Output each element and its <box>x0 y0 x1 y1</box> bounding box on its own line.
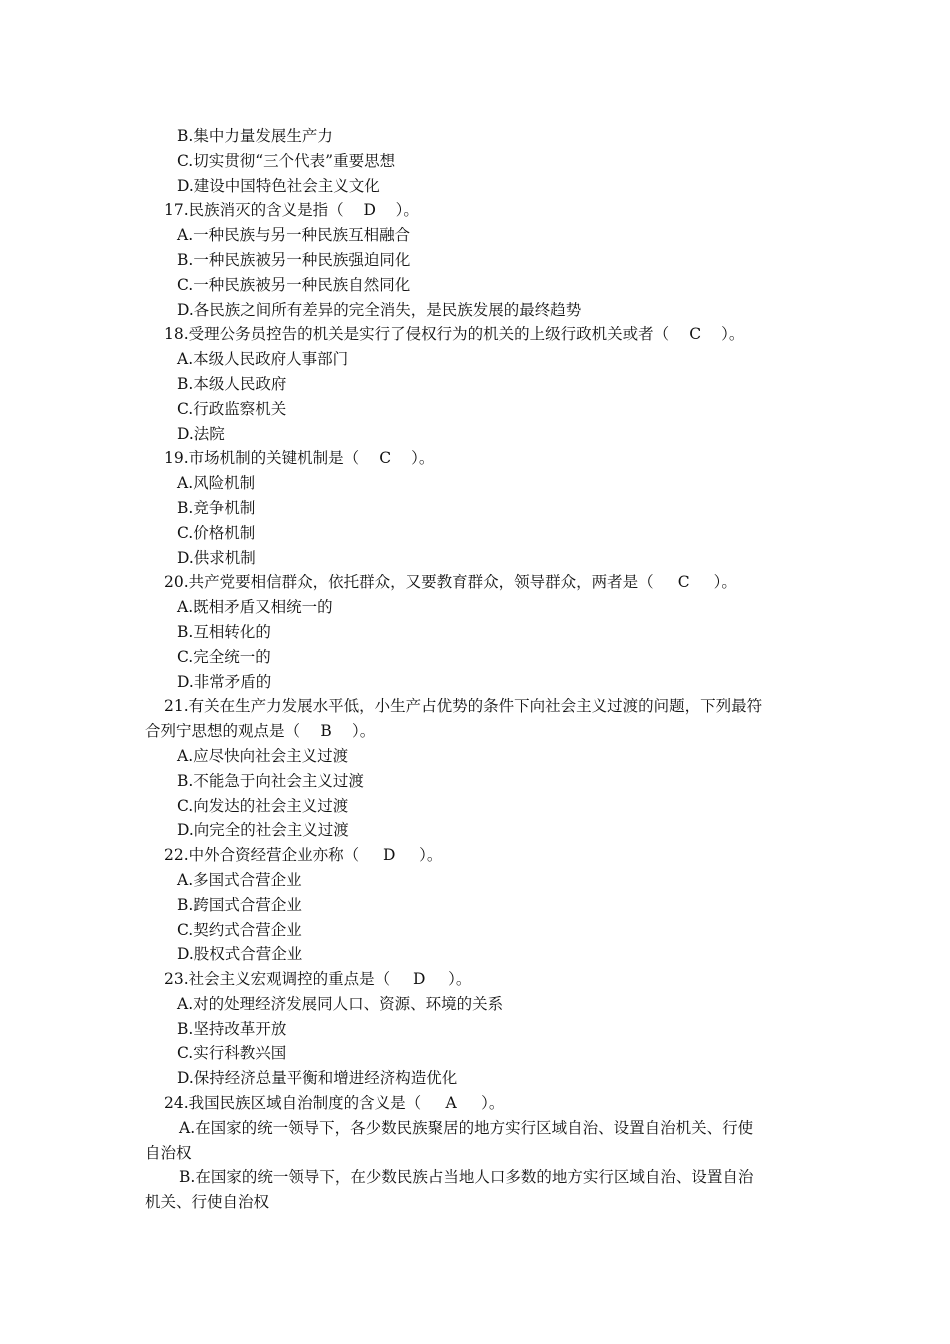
question-list <box>145 124 810 1215</box>
option-line: D.非常矛盾的 <box>177 672 272 691</box>
stem-close: ）。 <box>395 201 419 220</box>
option-line: C.向发达的社会主义过渡 <box>177 796 349 815</box>
option-line: C.一种民族被另一种民族自然同化 <box>177 275 411 294</box>
option-line: A.风险机制 <box>177 474 256 493</box>
stem-close: ）。 <box>721 325 745 344</box>
stem-text: 24.我国民族区域自治制度的含义是（ <box>164 1094 422 1113</box>
option-line: D.供求机制 <box>177 548 256 567</box>
option-line: B.本级人民政府 <box>177 374 287 393</box>
option-line: B.互相转化的 <box>177 622 271 641</box>
option-line: A.本级人民政府人事部门 <box>177 350 349 369</box>
option-line: B.竞争机制 <box>177 498 256 517</box>
option-line: B.一种民族被另一种民族强迫同化 <box>177 250 411 269</box>
option-line: B.不能急于向社会主义过渡 <box>177 771 364 790</box>
option-line: B.坚持改革开放 <box>177 1019 287 1038</box>
answer-letter: B <box>320 722 332 741</box>
stem-text: 19.市场机制的关键机制是（ <box>164 449 360 468</box>
option-line: C.行政监察机关 <box>177 399 287 418</box>
question-stem <box>145 198 810 223</box>
question-stem <box>145 322 810 347</box>
question-stem <box>145 570 810 595</box>
option-line: D.向完全的社会主义过渡 <box>177 821 349 840</box>
question-stem <box>145 843 810 868</box>
option-line: B.跨国式合营企业 <box>177 895 302 914</box>
question-stem <box>145 446 810 471</box>
answer-letter: D <box>363 201 376 220</box>
stem-text: 18.受理公务员控告的机关是实行了侵权行为的机关的上级行政机关或者（ <box>164 325 670 344</box>
answer-letter: C <box>677 573 690 592</box>
option-line: D.股权式合营企业 <box>177 945 303 964</box>
option-line: D.保持经济总量平衡和增进经济构造优化 <box>177 1069 458 1088</box>
stem-close: ）。 <box>448 970 472 989</box>
stem-text: 17.民族消灭的含义是指（ <box>164 201 344 220</box>
option-line: A.既相矛盾又相统一的 <box>177 598 333 617</box>
stem-text: 22.中外合资经营企业亦称（ <box>164 846 360 865</box>
option-line: B.在国家的统一领导下，在少数民族占当地人口多数的地方实行区域自治、设置自治 <box>179 1168 754 1187</box>
option-line: C.实行科教兴国 <box>177 1044 287 1063</box>
option-line: A.一种民族与另一种民族互相融合 <box>177 226 411 245</box>
question-stem <box>145 1091 810 1116</box>
option-line: A.对的处理经济发展同人口、资源、环境的关系 <box>177 994 504 1013</box>
option-line: A.在国家的统一领导下，各少数民族聚居的地方实行区域自治、设置自治机关、行使 <box>179 1118 754 1137</box>
option-line: D.各民族之间所有差异的完全消失，是民族发展的最终趋势 <box>177 300 582 319</box>
stem-text: 23.社会主义宏观调控的重点是（ <box>164 970 391 989</box>
answer-letter: A <box>445 1094 457 1113</box>
question-stem <box>145 967 810 992</box>
stem-close: ）。 <box>481 1094 505 1113</box>
option-line: C.切实贯彻“三个代表”重要思想 <box>177 151 396 170</box>
answer-letter: C <box>689 325 702 344</box>
option-line: C.完全统一的 <box>177 647 271 666</box>
option-line: D.建设中国特色社会主义文化 <box>177 176 380 195</box>
option-line: B.集中力量发展生产力 <box>177 127 333 145</box>
answer-letter: D <box>382 846 396 865</box>
option-line-continued: 机关、行使自治权 <box>145 1193 270 1212</box>
stem-text: 20.共产党要相信群众，依托群众，又要教育群众，领导群众，两者是（ <box>164 573 654 592</box>
option-line: D.法院 <box>177 424 225 443</box>
answer-letter: D <box>412 970 426 989</box>
question-stem-continued <box>145 719 810 744</box>
option-line: C.价格机制 <box>177 523 256 542</box>
stem-close: ）。 <box>419 846 443 865</box>
option-line-continued: 自治权 <box>145 1143 192 1162</box>
stem-close: ）。 <box>713 573 737 592</box>
answer-letter: C <box>379 449 392 468</box>
stem-text: 合列宁思想的观点是（ <box>145 722 301 741</box>
stem-close: ）。 <box>411 449 435 468</box>
question-stem: 21.有关在生产力发展水平低，小生产占优势的条件下向社会主义过渡的问题，下列最符 <box>164 697 763 716</box>
option-line: C.契约式合营企业 <box>177 920 302 939</box>
option-line: A.应尽快向社会主义过渡 <box>177 746 349 765</box>
option-line: A.多国式合营企业 <box>177 870 302 889</box>
stem-close: ）。 <box>352 722 376 741</box>
